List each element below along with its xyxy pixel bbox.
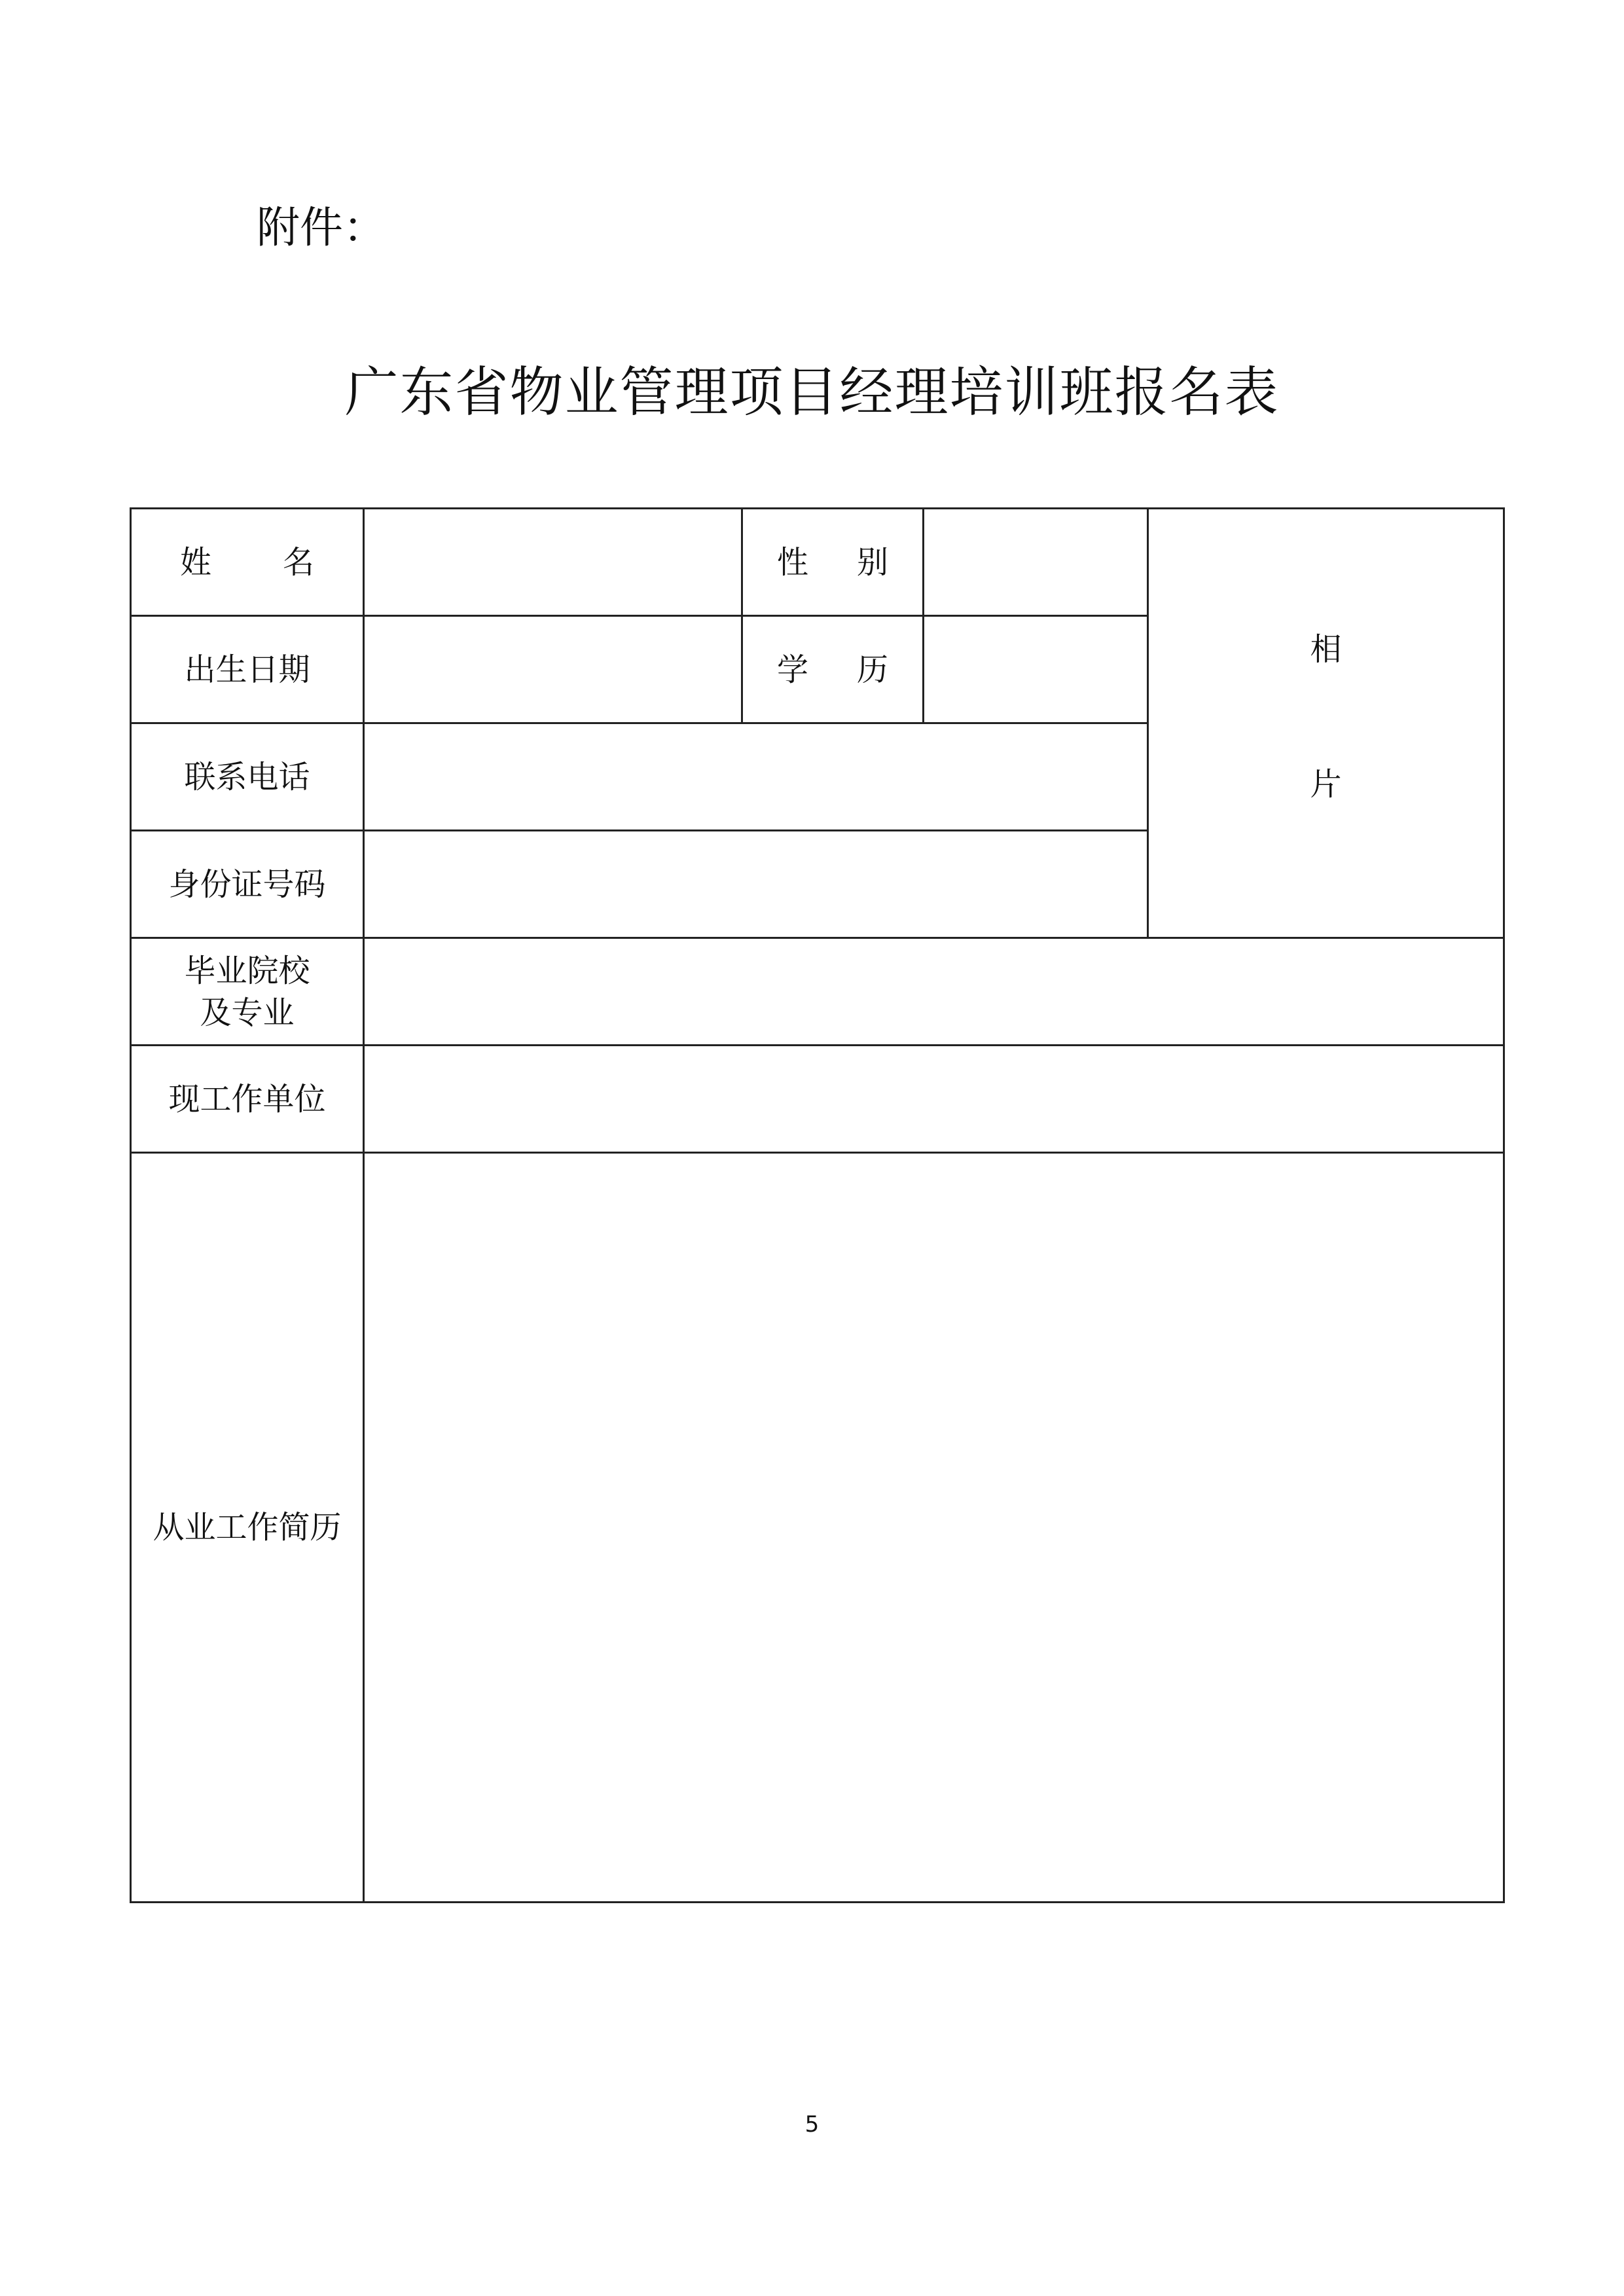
birth-date-label: 出生日期 (184, 651, 310, 688)
school-label-line2: 及专业 (200, 994, 295, 1031)
work-history-label-cell (131, 1153, 364, 1903)
phone-label-cell (131, 723, 364, 831)
photo-cell[interactable] (1148, 509, 1504, 938)
work-history-input-cell[interactable] (364, 1153, 1504, 1903)
name-label: 姓 名 (180, 543, 314, 581)
phone-label: 联系电话 (184, 758, 310, 795)
page-number: 5 (804, 2111, 820, 2138)
school-label-cell (131, 938, 364, 1046)
birth-date-input-cell[interactable] (364, 616, 742, 723)
education-input-cell[interactable] (924, 616, 1148, 723)
education-label: 学 历 (777, 651, 888, 688)
gender-input-cell[interactable] (924, 509, 1148, 616)
photo-label-line2: 片 (1310, 765, 1342, 803)
registration-form-table (130, 507, 1505, 1903)
school-input-cell[interactable] (364, 938, 1504, 1046)
row-employer (131, 1046, 1504, 1153)
photo-placeholder (1149, 629, 1503, 805)
employer-input-cell[interactable] (364, 1046, 1504, 1153)
name-input-cell[interactable] (364, 509, 742, 616)
id-number-label-cell (131, 831, 364, 938)
row-work-history (131, 1153, 1504, 1903)
school-label-line1: 毕业院校 (184, 952, 310, 989)
employer-label: 现工作单位 (168, 1080, 326, 1118)
id-number-input-cell[interactable] (364, 831, 1148, 938)
form-title: 广东省物业管理项目经理培训班报名表 (344, 361, 1280, 424)
photo-label-line1: 相 (1310, 630, 1342, 668)
gender-label-cell (742, 509, 924, 616)
birth-date-label-cell (131, 616, 364, 723)
gender-label: 性 别 (777, 543, 888, 581)
education-label-cell (742, 616, 924, 723)
row-name-gender (131, 509, 1504, 616)
name-label-cell (131, 509, 364, 616)
id-number-label: 身份证号码 (168, 866, 326, 903)
employer-label-cell (131, 1046, 364, 1153)
row-school (131, 938, 1504, 1046)
phone-input-cell[interactable] (364, 723, 1148, 831)
work-history-label: 从业工作简历 (153, 1509, 342, 1546)
attachment-label: 附件： (257, 202, 386, 253)
